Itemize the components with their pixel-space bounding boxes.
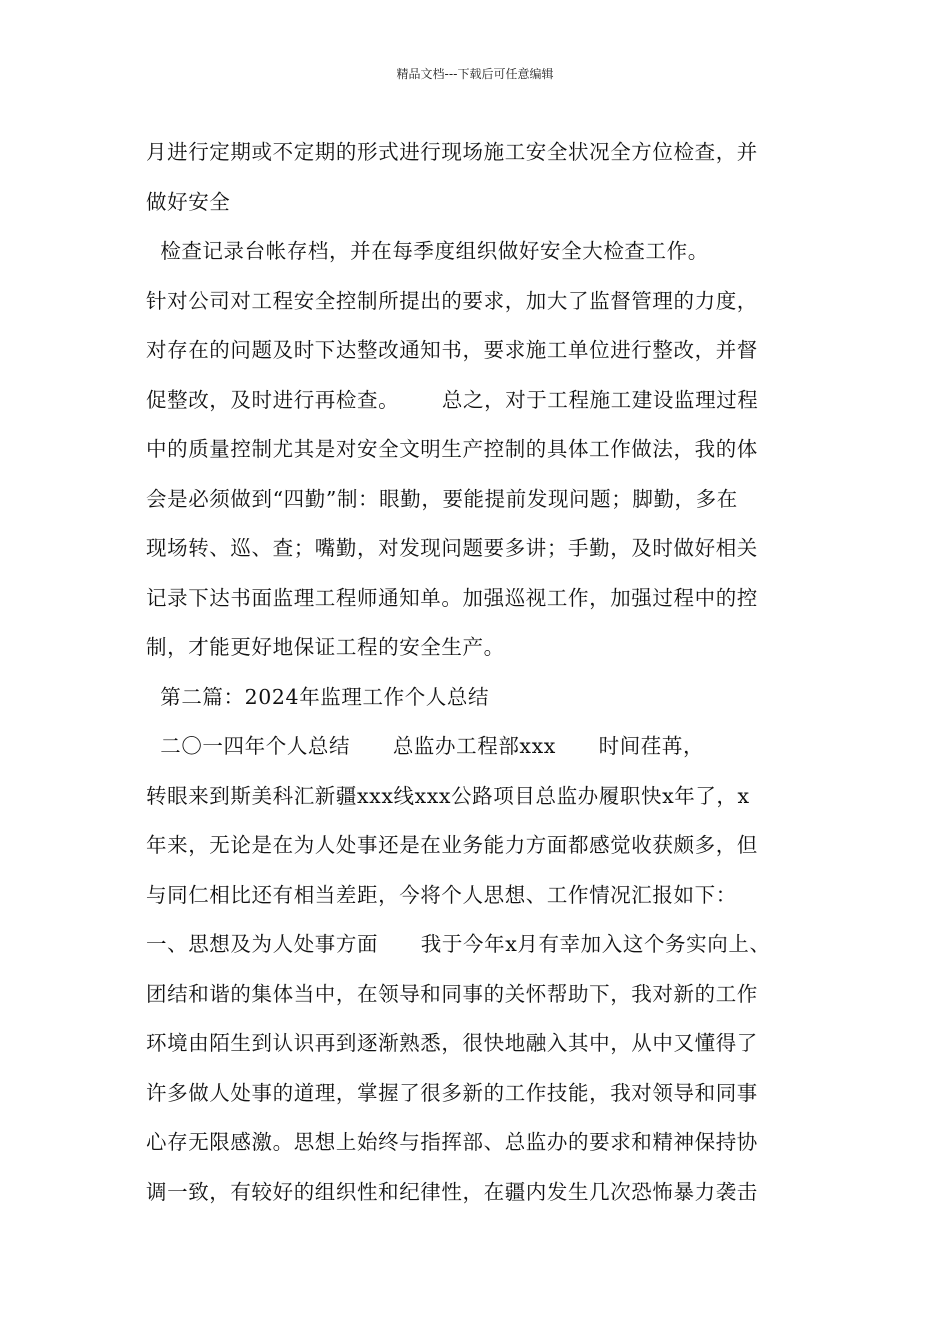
text-line: 心存无限感激。思想上始终与指挥部、总监办的要求和精神保持协 bbox=[146, 1130, 758, 1154]
text-line: 一、思想及为人处事方面 我于今年x月有幸加入这个务实向上、 bbox=[146, 932, 771, 956]
text-line: 调一致，有较好的组织性和纪律性，在疆内发生几次恐怖暴力袭击 bbox=[146, 1179, 758, 1204]
text-line: 团结和谐的集体当中，在领导和同事的关怀帮助下，我对新的工作 bbox=[146, 981, 758, 1006]
text-line: 年来，无论是在为人处事还是在业务能力方面都感觉收获颇多，但 bbox=[146, 833, 758, 857]
text-line: 针对公司对工程安全控制所提出的要求，加大了监督管理的力度， bbox=[146, 288, 758, 313]
section-heading: 第二篇：2024年监理工作个人总结 bbox=[146, 684, 490, 709]
text-line: 促整改，及时进行再检查。 总之，对于工程施工建设监理过程 bbox=[146, 387, 759, 412]
text-line: 做好安全 bbox=[146, 189, 231, 214]
text-line: 转眼来到斯美科汇新疆xxx线xxx公路项目总监办履职快x年了，x bbox=[146, 783, 750, 808]
text-line: 许多做人处事的道理，掌握了很多新的工作技能，我对领导和同事 bbox=[146, 1080, 758, 1105]
text-line: 现场转、巡、查；嘴勤，对发现问题要多讲；手勤，及时做好相关 bbox=[146, 536, 758, 560]
text-line: 月进行定期或不定期的形式进行现场施工安全状况全方位检查，并 bbox=[146, 140, 758, 164]
page-header: 精品文档---下载后可任意编辑 bbox=[396, 67, 554, 81]
text-line: 会是必须做到“四勤”制：眼勤，要能提前发现问题；脚勤，多在 bbox=[146, 486, 738, 511]
text-line: 记录下达书面监理工程师通知单。加强巡视工作，加强过程中的控 bbox=[146, 585, 758, 610]
text-line: 对存在的问题及时下达整改通知书，要求施工单位进行整改，并督 bbox=[146, 338, 758, 362]
text-line: 与同仁相比还有相当差距，今将个人思想、工作情况汇报如下： bbox=[146, 882, 737, 907]
text-line: 检查记录台帐存档，并在每季度组织做好安全大检查工作。 bbox=[146, 239, 709, 263]
text-line: 二〇一四年个人总结 总监办工程部xxx 时间荏苒， bbox=[146, 734, 705, 758]
text-line: 中的质量控制尤其是对安全文明生产控制的具体工作做法，我的体 bbox=[146, 437, 758, 461]
document-body bbox=[146, 128, 836, 1217]
text-line: 环境由陌生到认识再到逐渐熟悉，很快地融入其中，从中又懂得了 bbox=[146, 1031, 758, 1055]
text-line: 制，才能更好地保证工程的安全生产。 bbox=[146, 635, 505, 659]
